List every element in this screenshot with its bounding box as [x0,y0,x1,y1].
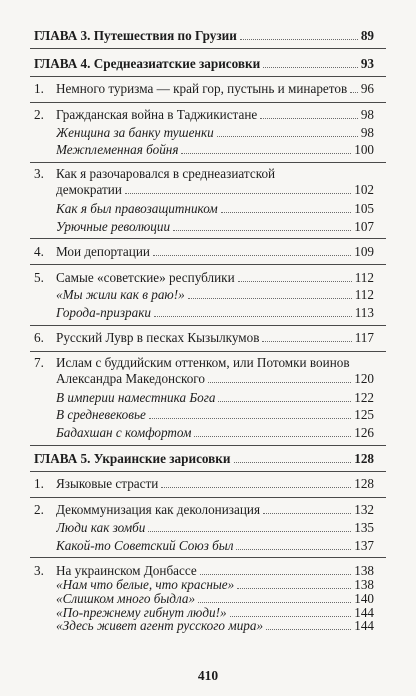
dot-leader [173,230,351,231]
toc-title-continued: демократии [56,182,122,198]
toc-page: 137 [354,537,374,553]
toc-title-continued: Александра Македонского [56,371,205,387]
toc-section [34,502,374,518]
page-number: 410 [197,668,219,683]
toc-page: 126 [354,425,374,440]
toc-page: 125 [354,407,374,423]
toc-title: Города-призраки [56,305,151,321]
toc-subsection [56,520,374,536]
toc-subsection [56,125,374,141]
toc-subsection [56,618,374,634]
toc-page: 98 [360,106,374,122]
toc-subsection [56,407,374,423]
toc-page: 112 [354,269,374,285]
toc-page: 132 [354,502,374,518]
dot-leader [194,436,351,437]
toc-number: 7. [34,355,44,371]
toc-section [34,330,374,346]
toc-subsection [56,305,374,321]
dot-leader [230,616,352,617]
toc-number: 3. [34,166,44,182]
toc-title: «Мы жили как в раю!» [56,287,185,303]
dot-leader [260,118,358,119]
toc-page: 117 [354,330,374,346]
toc-section [34,166,374,198]
toc-title: Русский Лувр в песках Кызылкумов [56,330,260,346]
divider [30,351,386,352]
toc-title: ГЛАВА 5. Украинские зарисовки [34,451,231,467]
dot-leader [217,136,358,137]
dot-leader [262,341,351,342]
dot-leader [240,39,358,40]
divider [30,48,386,49]
divider [30,238,386,239]
toc-title: Как я разочаровался в среднеазиатской [56,166,276,182]
dot-leader [237,588,351,589]
toc-title: Мои депортации [56,243,150,259]
divider [30,325,386,326]
toc-title: Как я был правозащитником [56,200,218,216]
toc-page: 122 [354,389,374,405]
dot-leader [234,462,352,463]
divider [30,471,386,472]
toc-title: Ислам с буддийским оттенком, или Потомки воинов [56,355,350,371]
toc-page: 98 [360,124,374,140]
dot-leader [221,212,351,213]
toc-number: 2. [34,106,44,122]
toc-page: 96 [360,80,374,96]
toc-number: 6. [34,330,44,346]
toc-chapter-4 [34,56,374,72]
dot-leader [236,549,351,550]
toc-number: 3. [34,562,44,578]
toc-title: Немного туризма — край гор, пустынь и минаретов [56,80,348,96]
toc-title: Какой-то Советский Союз был [56,537,234,553]
toc-chapter-3 [34,28,374,44]
toc-section [34,270,374,286]
divider [30,264,386,265]
toc-section [34,244,374,260]
toc-subsection [56,201,374,217]
toc-page: 109 [354,243,374,259]
dot-leader [263,513,351,514]
dot-leader [188,298,352,299]
toc-title: Межплеменная бойня [56,142,179,158]
toc-title: Гражданская война в Таджикистане [56,106,258,122]
toc-title: «По-прежнему гибнут люди!» [56,604,227,620]
dot-leader [181,153,351,154]
dot-leader [198,602,351,603]
toc-page: 105 [354,200,374,216]
toc-subsection [56,219,374,235]
dot-leader [208,382,351,383]
dot-leader [238,281,352,282]
dot-leader [125,193,351,194]
dot-leader [149,418,351,419]
divider [30,497,386,498]
toc-title: «Нам что белые, что красные» [56,576,235,592]
toc-number: 4. [34,243,44,259]
toc-title: ГЛАВА 3. Путешествия по Грузии [34,27,237,43]
dot-leader [218,401,351,402]
toc-subsection [56,142,374,158]
toc-title: Урючные революции [56,218,171,234]
toc-page: 113 [354,305,374,321]
toc-subsection [56,390,374,406]
toc-page: 100 [354,142,374,158]
toc-page: 102 [354,182,374,198]
toc-section [34,107,374,123]
dot-leader [161,487,351,488]
toc-page: 128 [354,451,374,467]
toc-subsection [56,538,374,554]
toc-number: 5. [34,269,44,285]
toc-page: 93 [360,55,374,71]
divider [30,162,386,163]
dot-leader [350,92,358,93]
toc-chapter-5 [34,451,374,467]
toc-title: Бадахшан с комфортом [56,425,192,440]
toc-section [34,355,374,387]
dot-leader [148,531,351,532]
dot-leader [266,629,351,630]
toc-title: Самые «советские» республики [56,269,235,285]
dot-leader [153,255,351,256]
toc-page: 144 [354,604,374,620]
toc-page: 138 [354,562,374,578]
divider [30,102,386,103]
toc-title: «Здесь живет агент русского мира» [56,618,264,634]
dot-leader [154,316,352,317]
toc-page: 140 [354,590,374,606]
toc-page: 89 [360,27,374,43]
toc-number: 1. [34,80,44,96]
divider [30,76,386,77]
toc-page: 112 [354,287,374,303]
toc-number: 1. [34,476,44,492]
toc-page: 120 [354,371,374,387]
toc-title: Женщина за банку тушенки [56,124,214,140]
toc-subsection [56,287,374,303]
toc-title: Языковые страсти [56,476,159,492]
toc-title: ГЛАВА 4. Среднеазиатские зарисовки [34,55,261,71]
toc-subsection [56,425,374,441]
divider [30,445,386,446]
dot-leader [263,67,358,68]
toc-title: На украинском Донбассе [56,562,197,578]
toc-page: 138 [354,576,374,592]
toc-section [34,476,374,492]
toc-page: 135 [354,519,374,535]
dot-leader [200,574,351,575]
toc-title: «Слишком много быдла» [56,590,196,606]
toc-title: В средневековье [56,407,146,423]
toc-number: 2. [34,502,44,518]
toc-title: Люди как зомби [56,519,146,535]
toc-page: 107 [354,218,374,234]
divider [30,557,386,558]
toc-page: 144 [354,618,374,634]
toc-section [34,81,374,97]
toc-title: В империи наместника Бога [56,389,216,405]
toc-page: 128 [354,476,374,492]
toc-title: Декоммунизация как деколонизация [56,502,261,518]
